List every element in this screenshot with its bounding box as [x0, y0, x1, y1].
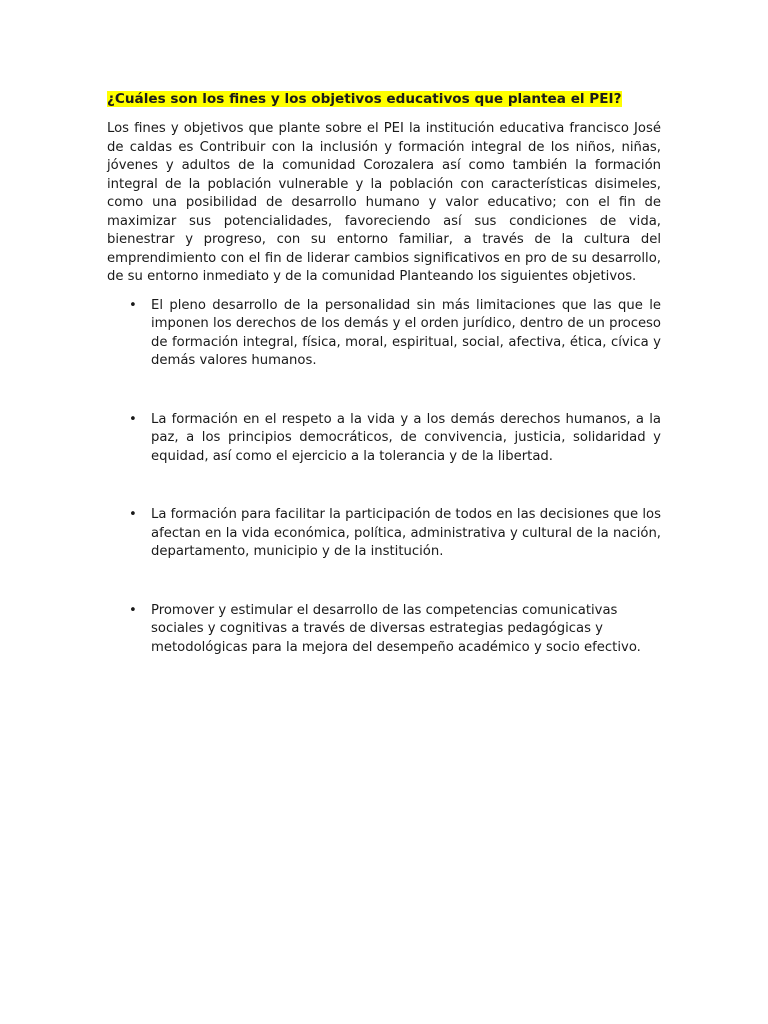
document-heading: [107, 90, 661, 108]
bullet-icon: •: [129, 507, 137, 522]
list-item: [107, 602, 661, 658]
bullet-icon: •: [129, 297, 137, 313]
bullet-icon: •: [129, 602, 137, 618]
list-item-text: La formación en el respeto a la vida y a los demás derechos humanos, a la paz, a los principios democráticos, de convivencia, justicia, solidaridad y equidad, así como el ejercicio a la tolerancia y de la libertad.: [151, 411, 661, 464]
bullet-icon: •: [129, 411, 137, 427]
list-item-text: Promover y estimular el desarrollo de las competencias comunicativas sociales y cognitivas a través de diversas estrategias pedagógicas y metodológicas para la mejora del desempeño académico y socio efectivo.: [151, 602, 641, 655]
list-item-text: El pleno desarrollo de la personalidad sin más limitaciones que las que le imponen los derechos de los demás y el orden jurídico, dentro de un proceso de formación integral, física, moral, espiritual, social, afectiva, ética, cívica y demás valores humanos.: [151, 297, 661, 368]
list-item: [107, 411, 661, 467]
list-item: [107, 297, 661, 371]
objectives-list: [107, 297, 661, 658]
intro-paragraph: Los fines y objetivos que plante sobre el PEI la institución educativa francisco José de caldas es Contribuir con la inclusión y formación integral de los niños, niñas, jóvenes y adultos de la comunidad Corozalera así como también la formación integral de la población vulnerable y la población con características disimeles, como una posibilidad de desarrollo humano y valor educativo; con el fin de maximizar sus potencialidades, favoreciendo así sus condiciones de vida, bienestrar y progreso, con su entorno familiar, a través de la cultura del emprendimiento con el fin de liderar cambios significativos en pro de su desarrollo, de su entorno inmediato y de la comunidad Planteando los siguientes objetivos.: [107, 121, 661, 284]
list-item: [107, 506, 661, 562]
document-page: [107, 90, 661, 657]
heading-highlight: ¿Cuáles son los fines y los objetivos educativos que plantea el PEI?: [107, 91, 622, 107]
list-item-text: La formación para facilitar la participación de todos en las decisiones que los afectan en la vida económica, política, administrativa y cultural de la nación, departamento, municipio y de la institución.: [151, 507, 661, 559]
